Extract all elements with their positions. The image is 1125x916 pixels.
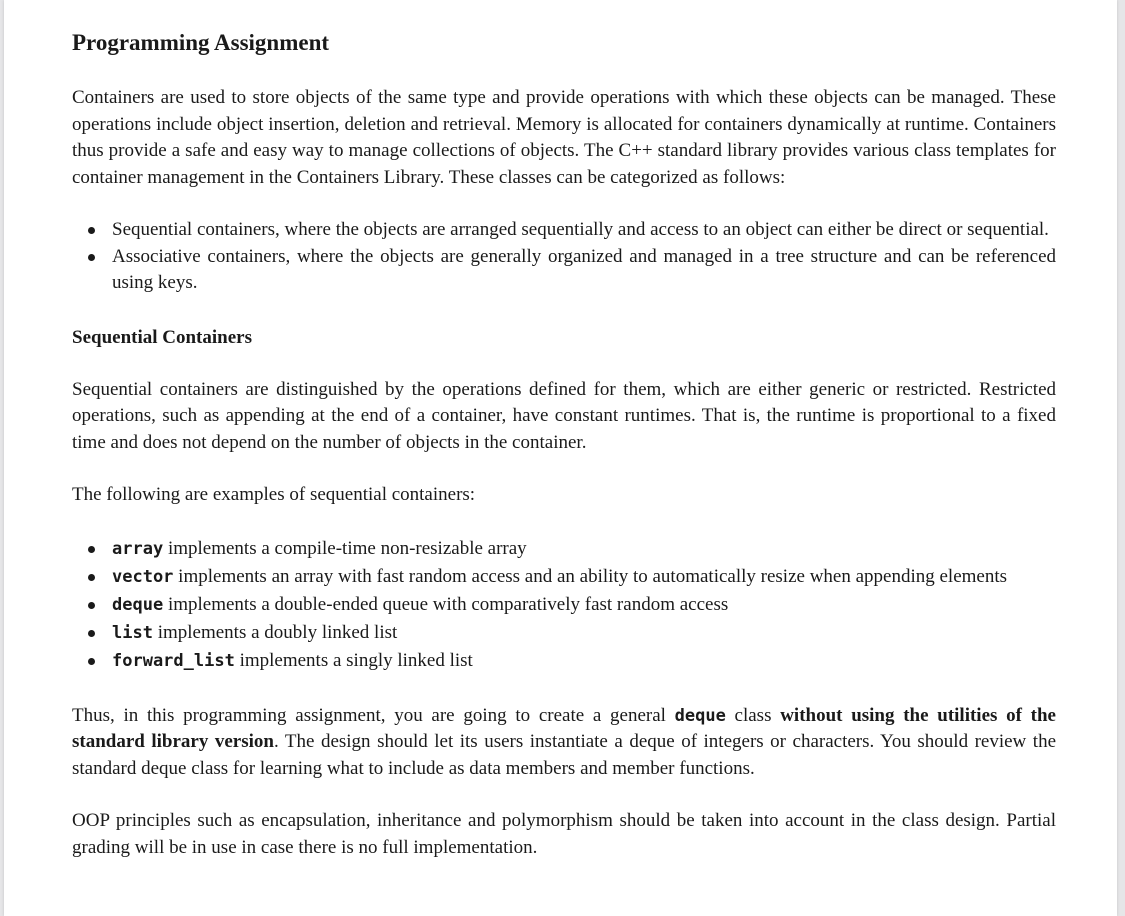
list-item-deque <box>72 591 1056 619</box>
code-term: list <box>112 622 153 643</box>
item-description: implements a compile-time non-resizable array <box>163 537 527 559</box>
list-item-array <box>72 535 1056 563</box>
code-term: forward_list <box>112 650 235 671</box>
list-item-associative: Associative containers, where the objects are generally organized and managed in a tree structure and can be referenced using keys. <box>72 244 1056 297</box>
document-content <box>72 27 1056 861</box>
code-term: array <box>112 538 164 559</box>
task-text-3: . The design should let its users instantiate a deque of integers or characters. You should review the standard deque class for learning what to include as data members and member functions. <box>72 731 1057 779</box>
list-item-vector <box>72 563 1056 591</box>
sequential-paragraph: Sequential containers are distinguished by the operations defined for them, which are either generic or restricted. Restricted operations, such as appending at the end of a container, have constant runtimes. That is, the runtime is proportional to a fixed time and does not depend on the number of objects in the container. <box>72 378 1056 453</box>
oop-paragraph: OOP principles such as encapsulation, inheritance and polymorphism should be taken into account in the class design. Partial grading will be in use in case there is no full implementation. <box>72 810 1056 858</box>
categories-list <box>72 217 1056 297</box>
section-heading: Sequential Containers <box>72 326 252 348</box>
item-description: implements a double-ended queue with comparatively fast random access <box>163 593 729 615</box>
task-paragraph <box>72 703 1056 783</box>
task-emphasis: without using the utilities of the standard library version <box>72 704 1056 752</box>
code-term: vector <box>112 566 174 587</box>
list-item-sequential: Sequential containers, where the objects are arranged sequentially and access to an object can either be direct or sequential. <box>72 217 1056 244</box>
task-text-1: Thus, in this programming assignment, you are going to create a general <box>72 704 675 726</box>
item-description: implements an array with fast random access and an ability to automatically resize when appending elements <box>173 565 1008 587</box>
page-title: Programming Assignment <box>72 30 330 55</box>
list-item-forward-list <box>72 647 1056 675</box>
code-term: deque <box>112 594 164 615</box>
intro-paragraph: Containers are used to store objects of the same type and provide operations with which these objects can be managed. These operations include object insertion, deletion and retrieval. Memory is allocated for containers dynamically at runtime. Containers thus provide a safe and easy way to manage collections of objects. The C++ standard library provides various class templates for container management in the Containers Library. These classes can be categorized as follows: <box>72 87 1056 188</box>
task-text-2: class <box>725 704 781 726</box>
deque-term: deque <box>674 705 726 726</box>
examples-list <box>72 535 1056 675</box>
examples-intro: The following are examples of sequential containers: <box>72 484 476 505</box>
item-description: implements a doubly linked list <box>152 621 398 643</box>
document-page <box>4 0 1117 916</box>
list-item-list <box>72 619 1056 647</box>
item-description: implements a singly linked list <box>234 649 473 671</box>
